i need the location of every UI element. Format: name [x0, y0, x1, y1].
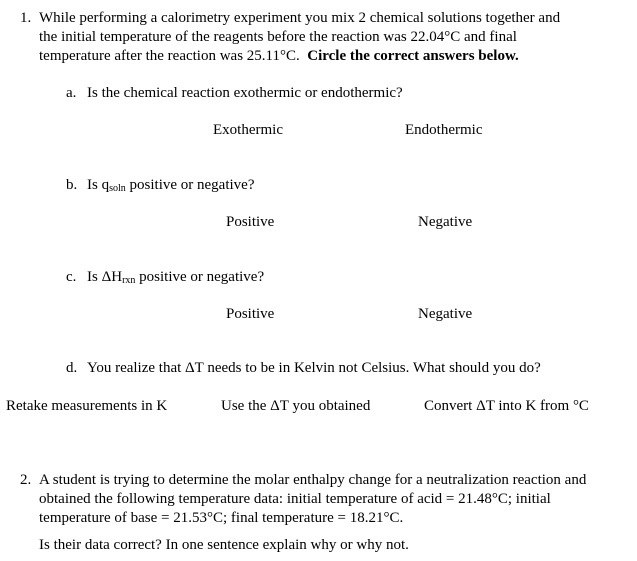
q2-number: 2. — [20, 472, 32, 488]
q1-text-line-3-body: temperature after the reaction was 25.11°C. — [39, 48, 300, 64]
q1c-option-negative[interactable]: Negative — [418, 306, 473, 322]
q2-text-line-3: temperature of base = 21.53°C; final temperature = 18.21°C. — [39, 510, 404, 526]
q1b-label: b. — [66, 177, 78, 193]
q1d-question: You realize that ΔT needs to be in Kelvin not Celsius. What should you do? — [87, 360, 541, 376]
q1c-label: c. — [66, 269, 77, 285]
q1b-question-pre: Is q — [87, 177, 110, 193]
q1b-question — [87, 177, 254, 194]
q1d-option-use-obtained[interactable]: Use the ΔT you obtained — [221, 398, 371, 414]
q1c-question-sub: rxn — [122, 275, 136, 286]
q1d-label: d. — [66, 360, 78, 376]
q1b-option-positive[interactable]: Positive — [226, 214, 275, 230]
q1c-question-pre: Is ΔH — [87, 269, 123, 285]
q2-text-line-1: A student is trying to determine the molar enthalpy change for a neutralization reaction and — [39, 472, 587, 488]
q1-text-line-2: the initial temperature of the reagents before the reaction was 22.04°C and final — [39, 29, 517, 45]
q1a-option-endothermic[interactable]: Endothermic — [405, 122, 483, 138]
q1b-question-sub: soln — [109, 183, 126, 194]
q1a-option-exothermic[interactable]: Exothermic — [213, 122, 283, 138]
q1a-label: a. — [66, 85, 77, 101]
q1d-option-convert[interactable]: Convert ΔT into K from °C — [424, 398, 589, 414]
q1-number: 1. — [20, 10, 32, 26]
q2-followup: Is their data correct? In one sentence explain why or why not. — [39, 537, 409, 553]
q1c-option-positive[interactable]: Positive — [226, 306, 275, 322]
q1d-option-retake[interactable]: Retake measurements in K — [6, 398, 168, 414]
q1b-option-negative[interactable]: Negative — [418, 214, 473, 230]
q1c-question-post: positive or negative? — [135, 269, 265, 285]
q1c-question — [87, 269, 264, 286]
q1-text-line-3 — [39, 48, 519, 65]
q1-text-line-1: While performing a calorimetry experiment you mix 2 chemical solutions together and — [39, 10, 561, 26]
q1b-question-post: positive or negative? — [125, 177, 255, 193]
q1a-question: Is the chemical reaction exothermic or endothermic? — [87, 85, 403, 101]
q2-text-line-2: obtained the following temperature data: initial temperature of acid = 21.48°C; initial — [39, 491, 551, 507]
q1-instruction: Circle the correct answers below. — [307, 48, 519, 64]
